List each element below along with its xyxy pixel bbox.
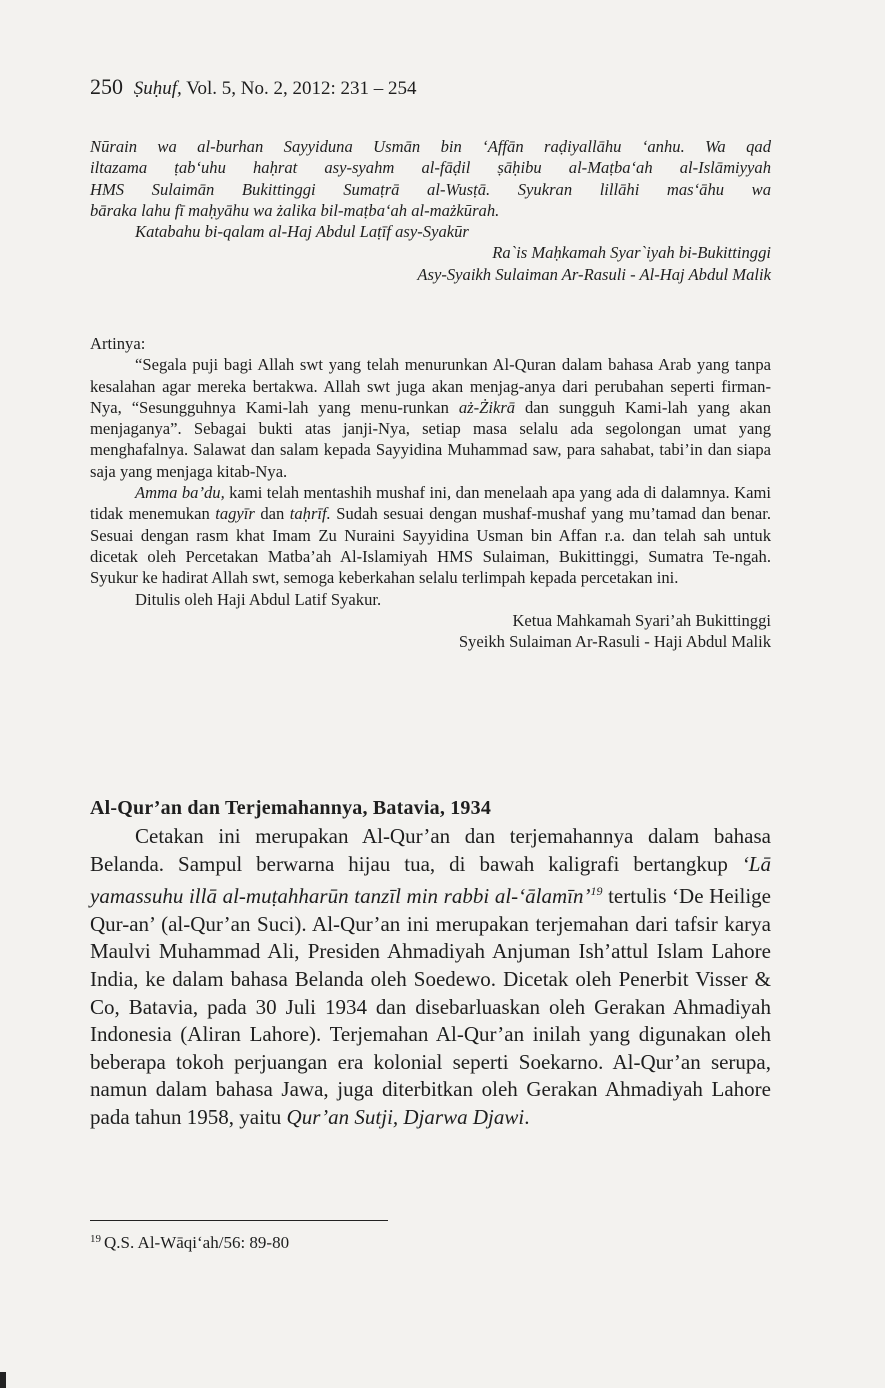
footnote-text: Q.S. Al-Wāqi‘ah/56: 89-80	[104, 1233, 290, 1252]
transliteration-block	[90, 136, 771, 285]
page-number: 250	[90, 74, 123, 99]
translit-line-4: bāraka lahu fī maḥyāhu wa żalika bil-maṭba‘ah al-mażkūrah.	[90, 200, 500, 220]
section-text-c: .	[524, 1104, 530, 1129]
translation-sign-line-2: Syeikh Sulaiman Ar-Rasuli - Haji Abdul Malik	[458, 632, 771, 652]
section-title: Al-Qur’an dan Terjemahannya, Batavia, 1934	[90, 797, 492, 819]
section-text-a: Cetakan ini merupakan Al-Qur’an dan terjemahannya dalam bahasa Belanda. Sampul berwarna hijau tua, di bawah kaligrafi bertangkup	[90, 824, 771, 876]
section-paragraph	[90, 823, 771, 1132]
artinya-label: Artinya:	[90, 334, 146, 353]
translit-line-3: HMS Sulaimān Bukittinggi Sumaṭrā al-Wusṭā. Syukran lillāhi mas‘āhu wa	[90, 179, 771, 199]
p1-text-b: dan sungguh Kami-lah yang akan menjaganya”. Sebagai bukti atas janji-Nya, setiap masa selalu ada segolongan umat yang menghafalnya. Salawat dan salam kepada Sayyidina Muhammad saw, para sahabat, tabi’in dan siapa saja yang menjaga kitab-Nya.	[90, 397, 771, 481]
section-body	[90, 823, 771, 1132]
footnote-divider	[90, 1220, 388, 1221]
section-title-ref: Qur’an Sutji, Djarwa Djawi	[286, 1104, 525, 1129]
p2-amma: Amma ba’du,	[135, 483, 225, 503]
translation-paragraph-1	[90, 354, 771, 482]
footnote-ref[interactable]: 19	[590, 884, 603, 899]
footnote	[90, 1233, 289, 1253]
translit-author: Katabahu bi-qalam al-Haj Abdul Laṭīf asy-Syakūr	[135, 222, 469, 242]
p2-term-tahrif: taḥrīf.	[289, 504, 331, 524]
footnote-number: 19	[90, 1233, 101, 1245]
translit-line-2: iltazama ṭab‘uhu haḥrat asy-syahm al-fāḍil ṣāḥibu al-Maṭba‘ah al-Islāmiyyah	[90, 158, 771, 178]
p1-term: aż-Żikrā	[458, 397, 516, 417]
scan-edge-mark	[0, 1372, 6, 1388]
section-quote: ‘Lā yamassuhu illā al-muṭahharūn tanzīl min rabbi al-‘ālamīn’	[90, 851, 771, 909]
translit-line-1: Nūrain wa al-burhan Sayyiduna Usmān bin ‘Affān raḍiyallāhu ‘anhu. Wa qad	[90, 137, 771, 156]
running-header	[90, 74, 417, 100]
p2-text-a: kami telah mentashih mushaf ini, dan menelaah apa yang ada di dalamnya. Kami tidak menemukan	[90, 483, 771, 524]
translit-sign-line-2: Asy-Syaikh Sulaiman Ar-Rasuli - Al-Haj Abdul Malik	[417, 264, 771, 284]
translation-paragraph-2	[90, 482, 771, 588]
p2-text-c: Sudah sesuai dengan mushaf-mushaf yang mu’tamad dan benar. Sesuai dengan rasm khat Imam Zu Nuraini Sayyidina Usman bin Affan r.a. dan telah sah untuk dicetak oleh Percetakan Matba’ah Al-Islamiyah HMS Sulaiman, Bukittinggi, Sumatra Te-ngah. Syukur ke hadirat Allah swt, semoga keberkahan selalu terlimpah kepada percetakan ini.	[90, 504, 771, 588]
p2-text-b: dan	[254, 504, 290, 524]
translit-sign-line-1: Ra`is Maḥkamah Syar`iyah bi-Bukittinggi	[492, 243, 771, 263]
p2-term-tagyir: tagyīr	[215, 504, 255, 524]
translation-sign-line-1: Ketua Mahkamah Syari’ah Bukittinggi	[512, 610, 771, 630]
translation-block	[90, 333, 771, 652]
written-by: Ditulis oleh Haji Abdul Latif Syakur.	[135, 589, 382, 609]
journal-name: Ṣuḥuf,	[133, 78, 182, 99]
p1-text-a: “Segala puji bagi Allah swt yang telah menurunkan Al-Quran dalam bahasa Arab yang tanpa kesalahan agar mereka bertakwa. Allah swt juga akan menjag-anya dari perubahan seperti firman-Nya, “Sesungguhnya Kami-lah yang menu-runkan	[90, 355, 771, 417]
section-text-b: tertulis ‘De Heilige Qur-an’ (al-Qur’an Suci). Al-Qur’an ini merupakan terjemahan dari tafsir karya Maulvi Muhammad Ali, Presiden Ahmadiyah Anjuman Ish’attul Islam Lahore India, ke dalam bahasa Belanda oleh Soedewo. Dicetak oleh Penerbit Visser & Co, Batavia, pada 30 Juli 1934 dan disebarluaskan oleh Gerakan Ahmadiyah Indonesia (Aliran Lahore). Terjemahan Al-Qur’an inilah yang digunakan oleh beberapa tokoh perjuangan era kolonial seperti Soekarno. Al-Qur’an serupa, namun dalam bahasa Jawa, juga diterbitkan oleh Gerakan Ahmadiyah Lahore pada tahun 1958, yaitu	[90, 884, 771, 1129]
journal-volume: Vol. 5, No. 2, 2012: 231 – 254	[186, 78, 417, 99]
